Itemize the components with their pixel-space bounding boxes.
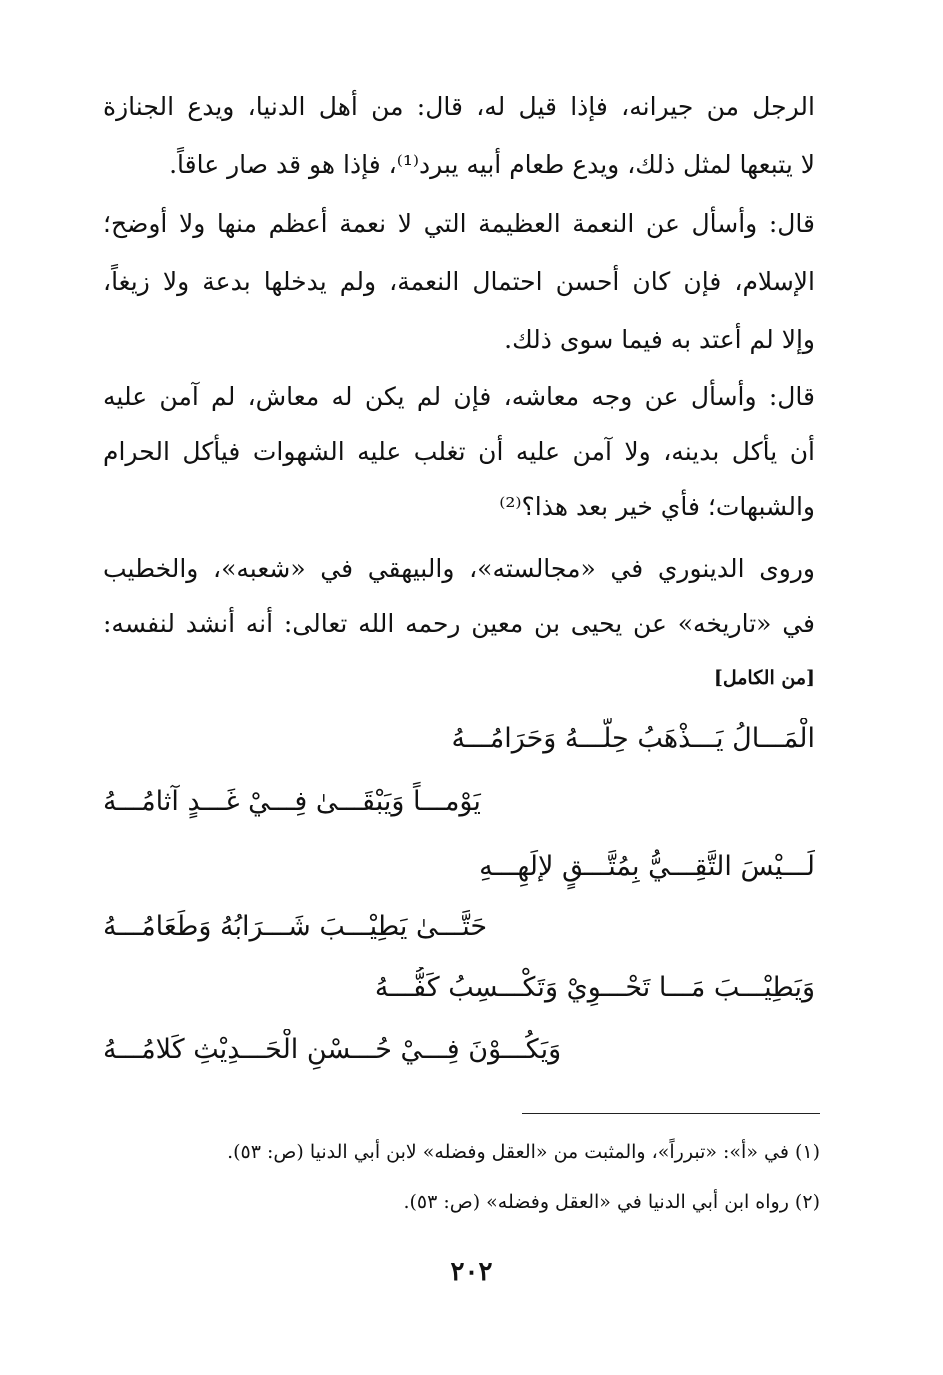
paragraph-1-line-2: لا يتبعها لمثل ذلك، ويدع طعام أبيه يبرد⁽¹⁾، فإذا هو قد صار عاقاً. (169, 150, 815, 179)
paragraph-2-line-1: قال: وأسأل عن النعمة العظيمة التي لا نعمة أعظم منها ولا أوضح؛ (103, 209, 815, 238)
page-number: ٢٠٢ (450, 1257, 493, 1287)
paragraph-4-line-1: وروى الدينوري في «مجالسته»، والبيهقي في «شعبه»، والخطيب (103, 554, 815, 583)
paragraph-4-line-2: في «تاريخه» عن يحيى بن معين رحمه الله تعالى: أنه أنشد لنفسه: (103, 609, 815, 638)
footnote-1: (١) في «أ»: «تبرراً»، والمثبت من «العقل وفضله» لابن أبي الدنيا (ص: ٥٣). (227, 1141, 820, 1163)
paragraph-2-line-2: الإسلام، فإن كان أحسن احتمال النعمة، ولم يدخلها بدعة ولا زيغاً، (103, 267, 815, 296)
poem-verse-6: وَيَكُـــوْنَ فِـــيْ حُـــسْنِ الْحَـــدِيْثِ كَلامُـــهُ (103, 1034, 562, 1065)
footnote-2: (٢) رواه ابن أبي الدنيا في «العقل وفضله» (ص: ٥٣). (403, 1191, 820, 1213)
paragraph-1-line-1: الرجل من جيرانه، فإذا قيل له، قال: من أهل الدنيا، ويدع الجنازة (103, 92, 815, 121)
poem-meter-label: [من الكامل] (713, 667, 815, 689)
footnote-separator (522, 1113, 820, 1114)
paragraph-3-line-3: والشبهات؛ فأي خير بعد هذا؟⁽²⁾ (499, 492, 815, 521)
poem-verse-5: وَيَطِيْـــبَ مَـــا تَحْـــوِيْ وَتَكْـــسِبُ كَفُّـــهُ (374, 972, 815, 1003)
poem-verse-4: حَتَّـــىٰ يَطِيْـــبَ شَـــرَابُهُ وَطَعَامُـــهُ (103, 911, 488, 942)
paragraph-2-line-3: وإلا لم أعتد به فيما سوى ذلك. (504, 325, 815, 354)
poem-verse-1: الْمَـــالُ يَـــذْهَبُ حِلُّـــهُ وَحَرَامُـــهُ (451, 723, 815, 754)
paragraph-3-line-2: أن يأكل بدينه، ولا آمن عليه أن تغلب عليه الشهوات فيأكل الحرام (103, 437, 815, 466)
poem-verse-2: يَوْمـــاً وَيَبْقَـــىٰ فِـــيْ غَـــدٍ آثامُـــهُ (103, 786, 481, 817)
paragraph-3-line-1: قال: وأسأل عن وجه معاشه، فإن لم يكن له معاش، لم آمن عليه (103, 382, 815, 411)
poem-verse-3: لَـــيْسَ التَّقِـــيُّ بِمُتَّـــقٍ لإلَهِـــهِ (479, 851, 815, 882)
